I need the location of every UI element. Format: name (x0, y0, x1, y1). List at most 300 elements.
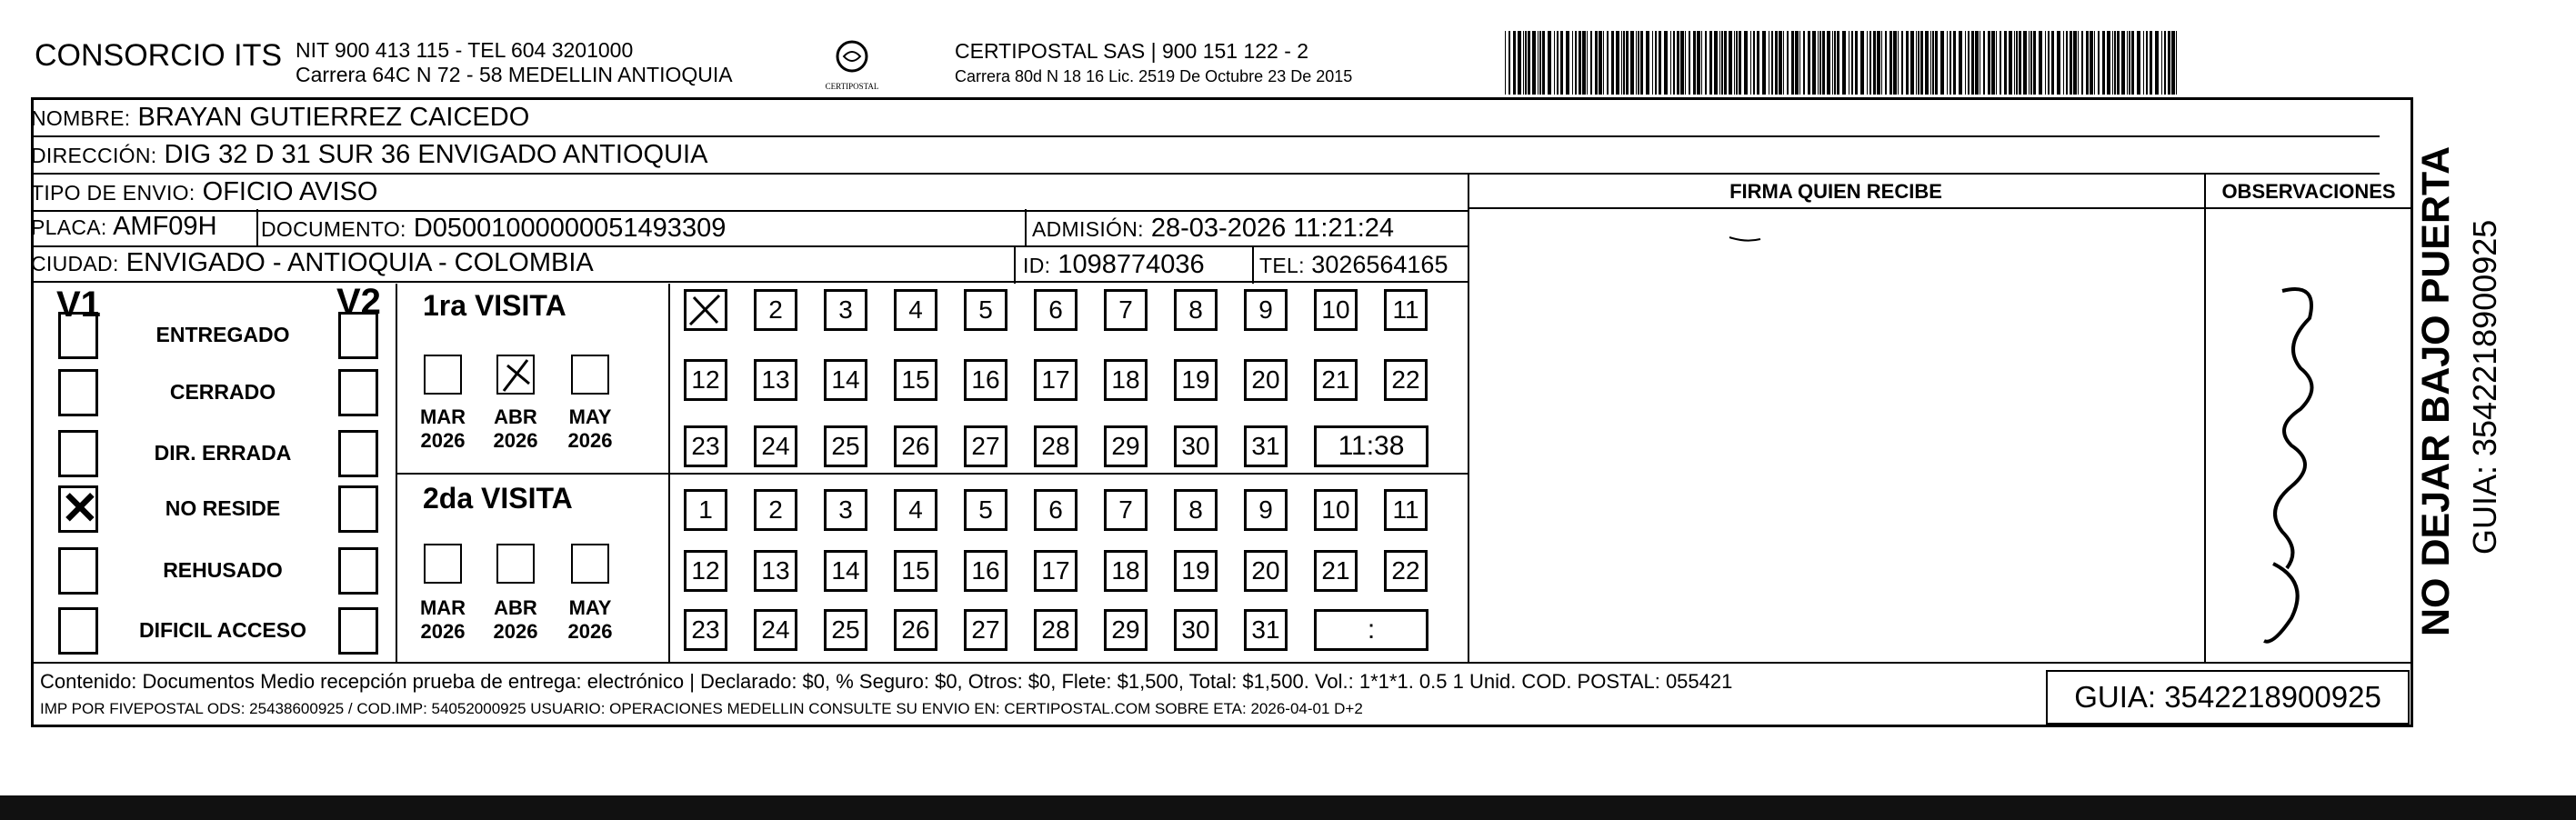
v2-checkbox[interactable] (338, 369, 378, 416)
barcode-bar (2000, 31, 2001, 95)
admision-group (1032, 211, 1394, 246)
barcode-bar (2168, 31, 2170, 95)
v2-checkbox[interactable] (338, 607, 378, 655)
day-checkbox[interactable]: 13 (754, 550, 797, 592)
time-box[interactable]: : (1314, 609, 1428, 651)
barcode-bar (1542, 31, 1545, 95)
barcode-bar (2143, 31, 2144, 95)
barcode-bar (1616, 31, 1619, 95)
barcode-bar (1572, 31, 1573, 95)
barcode-bar (1611, 31, 1614, 95)
day-checkbox[interactable]: 29 (1104, 609, 1148, 651)
day-checkbox[interactable]: 6 (1034, 289, 1078, 331)
barcode-bar (2078, 31, 2079, 95)
day-checkbox[interactable]: 17 (1034, 359, 1078, 401)
barcode-bar (1719, 31, 1720, 95)
day-checkbox[interactable]: 23 (684, 425, 727, 467)
day-checkbox[interactable]: 28 (1034, 425, 1078, 467)
day-checkbox[interactable]: 31 (1244, 425, 1288, 467)
barcode-bar (1655, 31, 1657, 95)
barcode-bar (1827, 31, 1830, 95)
barcode-bar (1595, 31, 1598, 95)
status-label: CERRADO (169, 380, 276, 404)
barcode-bar (2073, 31, 2077, 95)
observaciones-header: OBSERVACIONES (2221, 180, 2396, 203)
day-checkbox[interactable]: 25 (824, 425, 867, 467)
day-checkbox[interactable]: 15 (894, 550, 937, 592)
barcode-bar (1518, 31, 1521, 95)
day-checkbox[interactable] (684, 289, 727, 331)
day-checkbox[interactable]: 30 (1174, 425, 1218, 467)
month-checkbox[interactable] (496, 544, 535, 584)
barcode-bar (1851, 31, 1853, 95)
day-checkbox[interactable]: 8 (1174, 489, 1218, 531)
v1-checkbox[interactable] (58, 607, 98, 655)
barcode-bar (2023, 31, 2027, 95)
day-checkbox[interactable]: 1 (684, 489, 727, 531)
placa-value: AMF09H (113, 212, 217, 241)
barcode-bar (1953, 31, 1956, 95)
documento-value: D05001000000051493309 (413, 214, 727, 243)
day-checkbox[interactable]: 9 (1244, 289, 1288, 331)
day-checkbox[interactable]: 8 (1174, 289, 1218, 331)
divider (1025, 209, 1027, 247)
v2-checkbox[interactable] (338, 312, 378, 359)
bottom-band (0, 795, 2576, 820)
certipostal-line: CERTIPOSTAL SAS | 900 151 122 - 2 (955, 39, 1309, 63)
barcode-bar (1920, 31, 1923, 95)
v2-label: V2 (336, 282, 381, 322)
barcode-bar (2150, 31, 2152, 95)
barcode-bar (1940, 31, 1944, 95)
certipostal-address: Carrera 80d N 18 16 Lic. 2519 De Octubre 23 De 2015 (955, 67, 1353, 85)
month-label: ABR 2026 (493, 405, 538, 452)
barcode-bar (1587, 31, 1588, 95)
day-checkbox[interactable]: 6 (1034, 489, 1078, 531)
handwritten-signature (2219, 273, 2401, 659)
v1-checkbox[interactable] (58, 430, 98, 477)
month-label: MAR 2026 (419, 596, 466, 643)
barcode-bar (1971, 31, 1974, 95)
barcode-bar (1889, 31, 1892, 95)
barcode-bar (2164, 31, 2166, 95)
barcode-bar (1646, 31, 1649, 95)
barcode-bar (2094, 31, 2095, 95)
day-checkbox[interactable]: 2 (754, 289, 797, 331)
barcode-bar (1539, 31, 1541, 95)
day-checkbox[interactable]: 19 (1174, 550, 1218, 592)
barcode-bar (1819, 31, 1821, 95)
barcode-bar (1877, 31, 1880, 95)
barcode-bar (1783, 31, 1784, 95)
barcode-bar (1557, 31, 1559, 95)
day-checkbox[interactable]: 26 (894, 425, 937, 467)
barcode-bar (2098, 31, 2100, 95)
barcode-bar (1554, 31, 1555, 95)
day-checkbox[interactable]: 26 (894, 609, 937, 651)
barcode-bar (1869, 31, 1871, 95)
placa-label: PLACA: (31, 215, 107, 239)
barcode-bar (1636, 31, 1637, 95)
barcode-bar (1709, 31, 1712, 95)
direccion-value: DIG 32 D 31 SUR 36 ENVIGADO ANTIOQUIA (164, 140, 708, 169)
day-checkbox[interactable]: 16 (964, 359, 1007, 401)
barcode-bar (1630, 31, 1634, 95)
direccion-row (31, 137, 2380, 175)
nit-line: NIT 900 413 115 - TEL 604 3201000 (296, 38, 634, 62)
barcode-bar (1525, 31, 1527, 95)
barcode-bar (2030, 31, 2032, 95)
month-label: MAR 2026 (419, 405, 466, 452)
barcode-bar (1736, 31, 1738, 95)
barcode-bar (2066, 31, 2068, 95)
nombre-value: BRAYAN GUTIERREZ CAICEDO (137, 103, 530, 132)
day-checkbox[interactable]: 21 (1314, 550, 1358, 592)
barcode-bar (1560, 31, 1563, 95)
barcode-bar (1652, 31, 1653, 95)
day-checkbox[interactable]: 30 (1174, 609, 1218, 651)
barcode-bar (2176, 31, 2177, 95)
v1-checkbox[interactable] (58, 547, 98, 595)
id-label: ID: (1023, 254, 1051, 277)
day-checkbox[interactable]: 25 (824, 609, 867, 651)
company-address: Carrera 64C N 72 - 58 MEDELLIN ANTIOQUIA (296, 63, 733, 86)
barcode-bar (1724, 31, 1727, 95)
day-checkbox[interactable]: 7 (1104, 289, 1148, 331)
barcode-bar (1623, 31, 1625, 95)
barcode-bar (1640, 31, 1643, 95)
day-checkbox[interactable]: 5 (964, 489, 1007, 531)
day-checkbox[interactable]: 20 (1244, 550, 1288, 592)
footer-top-line (31, 662, 2413, 664)
no-dejar-bajo-puerta: NO DEJAR BAJO PUERTA (2414, 145, 2458, 636)
barcode-bar (2045, 31, 2046, 95)
day-checkbox[interactable]: 14 (824, 359, 867, 401)
barcode-bar (1959, 31, 1962, 95)
barcode-bar (1832, 31, 1833, 95)
barcode-bar (1523, 31, 1524, 95)
barcode-bar (1930, 31, 1931, 95)
visit2-title: 2da VISITA (423, 482, 573, 515)
barcode-bar (1734, 31, 1735, 95)
tel-value: 3026564165 (1311, 251, 1448, 278)
side-guia: GUIA: 3542218900925 (2466, 219, 2503, 555)
barcode-bar (2161, 31, 2162, 95)
barcode-bar (1721, 31, 1723, 95)
barcode-bar (2127, 31, 2128, 95)
admision-value: 28-03-2026 11:21:24 (1150, 214, 1395, 243)
barcode-bar (1705, 31, 1707, 95)
day-checkbox[interactable]: 22 (1384, 359, 1428, 401)
day-checkbox[interactable]: 24 (754, 425, 797, 467)
barcode-bar (2121, 31, 2125, 95)
barcode-bar (1988, 31, 1990, 95)
certipostal-info (955, 38, 1352, 89)
day-checkbox[interactable]: 12 (684, 359, 727, 401)
barcode-bar (1753, 31, 1755, 95)
day-checkbox[interactable]: 13 (754, 359, 797, 401)
barcode-bar (2039, 31, 2042, 95)
barcode-bar (1701, 31, 1702, 95)
v1-checkbox[interactable] (58, 312, 98, 359)
barcode-bar (1582, 31, 1586, 95)
barcode-bar (2155, 31, 2159, 95)
barcode-bar (1965, 31, 1966, 95)
month-checkbox[interactable] (496, 355, 535, 395)
barcode-bar (1689, 31, 1690, 95)
day-checkbox[interactable]: 2 (754, 489, 797, 531)
guia-box: GUIA: 3542218900925 (2046, 670, 2410, 725)
barcode-bar (1916, 31, 1917, 95)
day-checkbox[interactable]: 11 (1384, 289, 1428, 331)
barcode-bar (1680, 31, 1684, 95)
tel-group (1259, 247, 1448, 283)
documento-group (261, 211, 726, 246)
tipo-value: OFICIO AVISO (202, 177, 378, 206)
barcode-bar (1603, 31, 1604, 95)
barcode-bar (1925, 31, 1929, 95)
footer-contenido: Contenido: Documentos Medio recepción prueba de entrega: electrónico | Declarado: $0, % Seguro: $0, Otros: $0, Flete: $1,500, Total: $1,500. Vol.: 1*1*1. 0.5 1 Unid. COD. POSTAL: 055421 (40, 670, 1733, 693)
month-checkbox[interactable] (424, 355, 462, 395)
barcode-bar (1983, 31, 1985, 95)
barcode-bar (2029, 31, 2030, 95)
barcode-bar (2051, 31, 2054, 95)
barcode-bar (1803, 31, 1805, 95)
day-checkbox[interactable]: 7 (1104, 489, 1148, 531)
barcode-bar (1505, 31, 1506, 95)
day-checkbox[interactable]: 19 (1174, 359, 1218, 401)
divider (256, 209, 258, 247)
barcode (1505, 31, 2180, 95)
company-info (296, 38, 733, 87)
v1-checkbox[interactable] (58, 369, 98, 416)
barcode-bar (1947, 31, 1948, 95)
barcode-bar (2117, 31, 2120, 95)
barcode-bar (1714, 31, 1718, 95)
day-checkbox[interactable]: 22 (1384, 550, 1428, 592)
barcode-bar (1885, 31, 1887, 95)
day-checkbox[interactable]: 4 (894, 489, 937, 531)
barcode-bar (2102, 31, 2105, 95)
firma-mark (1728, 232, 1764, 248)
barcode-bar (2137, 31, 2140, 95)
certipostal-logo (818, 35, 886, 100)
barcode-bar (1673, 31, 1675, 95)
visit-separator (396, 473, 1468, 475)
barcode-bar (1762, 31, 1766, 95)
barcode-bar (1548, 31, 1551, 95)
barcode-bar (1757, 31, 1759, 95)
firma-left-border (1468, 175, 1469, 663)
barcode-bar (1837, 31, 1839, 95)
barcode-bar (2131, 31, 2134, 95)
day-checkbox[interactable]: 12 (684, 550, 727, 592)
barcode-bar (1532, 31, 1536, 95)
barcode-bar (2019, 31, 2021, 95)
firma-header: FIRMA QUIEN RECIBE (1729, 180, 1942, 203)
company-name: CONSORCIO ITS (35, 38, 283, 73)
barcode-bar (1881, 31, 1882, 95)
barcode-bar (1867, 31, 1868, 95)
status-label: NO RESIDE (165, 496, 281, 520)
barcode-bar (1513, 31, 1516, 95)
barcode-bar (1626, 31, 1629, 95)
v1-label: V1 (56, 285, 101, 325)
barcode-bar (1787, 31, 1789, 95)
barcode-bar (1729, 31, 1732, 95)
visit1-title: 1ra VISITA (423, 289, 566, 322)
barcode-bar (1901, 31, 1903, 95)
ciudad-label: CIUDAD: (31, 252, 119, 275)
barcode-bar (2063, 31, 2064, 95)
day-checkbox[interactable]: 23 (684, 609, 727, 651)
barcode-bar (2090, 31, 2093, 95)
barcode-bar (1566, 31, 1569, 95)
day-checkbox[interactable]: 18 (1104, 550, 1148, 592)
day-checkbox[interactable]: 5 (964, 289, 1007, 331)
barcode-bar (2112, 31, 2113, 95)
day-checkbox[interactable]: 27 (964, 425, 1007, 467)
barcode-bar (2057, 31, 2060, 95)
barcode-bar (2033, 31, 2036, 95)
barcode-bar (1575, 31, 1577, 95)
barcode-bar (1538, 31, 1539, 95)
nombre-label: NOMBRE: (31, 106, 131, 130)
month-label: MAY 2026 (567, 405, 613, 452)
day-checkbox[interactable]: 14 (824, 550, 867, 592)
id-group (1023, 247, 1205, 283)
barcode-bar (2146, 31, 2148, 95)
barcode-bar (1750, 31, 1751, 95)
month-checkbox[interactable] (424, 544, 462, 584)
barcode-bar (1860, 31, 1864, 95)
day-checkbox[interactable]: 24 (754, 609, 797, 651)
barcode-bar (2081, 31, 2083, 95)
barcode-bar (1991, 31, 1995, 95)
barcode-bar (1621, 31, 1622, 95)
barcode-bar (1799, 31, 1800, 95)
v2-checkbox[interactable] (338, 430, 378, 477)
barcode-bar (1599, 31, 1602, 95)
footer-imp: IMP POR FIVEPOSTAL ODS: 25438600925 / COD.IMP: 54052000925 USUARIO: OPERACIONES MEDELLIN CONSULTE SU ENVIO EN: CERTIPOSTAL.COM SOBRE ETA: 2026-04-01 D+2 (40, 700, 1363, 717)
barcode-bar (1791, 31, 1794, 95)
day-checkbox[interactable]: 3 (824, 489, 867, 531)
barcode-bar (1509, 31, 1510, 95)
id-value: 1098774036 (1057, 250, 1205, 279)
day-checkbox[interactable]: 10 (1314, 289, 1358, 331)
day-checkbox[interactable]: 3 (824, 289, 867, 331)
ciudad-value: ENVIGADO - ANTIOQUIA - COLOMBIA (125, 248, 594, 277)
barcode-bar (1834, 31, 1836, 95)
barcode-bar (1935, 31, 1938, 95)
barcode-bar (1950, 31, 1951, 95)
month-label: MAY 2026 (567, 596, 613, 643)
day-checkbox[interactable]: 27 (964, 609, 1007, 651)
barcode-bar (1638, 31, 1639, 95)
barcode-bar (1996, 31, 1997, 95)
barcode-bar (1739, 31, 1741, 95)
day-checkbox[interactable]: 21 (1314, 359, 1358, 401)
barcode-bar (1932, 31, 1934, 95)
barcode-bar (1873, 31, 1876, 95)
barcode-bar (1968, 31, 1970, 95)
barcode-bar (1842, 31, 1846, 95)
day-checkbox[interactable]: 29 (1104, 425, 1148, 467)
day-checkbox[interactable]: 4 (894, 289, 937, 331)
day-checkbox[interactable]: 18 (1104, 359, 1148, 401)
barcode-bar (2107, 31, 2110, 95)
barcode-bar (2114, 31, 2116, 95)
barcode-bar (2016, 31, 2018, 95)
v2-checkbox[interactable] (338, 547, 378, 595)
day-checkbox[interactable]: 10 (1314, 489, 1358, 531)
day-checkbox[interactable]: 17 (1034, 550, 1078, 592)
observaciones-left-border (2204, 175, 2206, 663)
barcode-bar (1771, 31, 1773, 95)
barcode-bar (1795, 31, 1799, 95)
barcode-bar (1906, 31, 1909, 95)
barcode-bar (1918, 31, 1919, 95)
day-checkbox[interactable]: 11 (1384, 489, 1428, 531)
barcode-bar (1822, 31, 1825, 95)
barcode-bar (2009, 31, 2012, 95)
barcode-bar (1579, 31, 1581, 95)
barcode-bar (1893, 31, 1897, 95)
barcode-bar (1855, 31, 1858, 95)
day-checkbox[interactable]: 31 (1244, 609, 1288, 651)
barcode-bar (1677, 31, 1679, 95)
barcode-bar (2014, 31, 2015, 95)
v2-checkbox[interactable] (338, 485, 378, 533)
status-label: ENTREGADO (155, 323, 290, 346)
documento-label: DOCUMENTO: (261, 217, 406, 241)
day-checkbox[interactable]: 16 (964, 550, 1007, 592)
barcode-bar (2129, 31, 2130, 95)
status-label: DIFICIL ACCESO (138, 618, 306, 642)
barcode-bar (1910, 31, 1914, 95)
v1-checkbox[interactable]: ✕ (58, 485, 98, 533)
day-checkbox[interactable]: 9 (1244, 489, 1288, 531)
barcode-bar (2171, 31, 2175, 95)
month-label: ABR 2026 (493, 596, 538, 643)
logo-text: CERTIPOSTAL (825, 82, 879, 91)
barcode-bar (1659, 31, 1661, 95)
barcode-bar (2048, 31, 2050, 95)
barcode-bar (2070, 31, 2072, 95)
day-checkbox[interactable]: 15 (894, 359, 937, 401)
day-checkbox[interactable]: 20 (1244, 359, 1288, 401)
month-checkbox[interactable] (571, 544, 609, 584)
column-header-line (1468, 207, 2413, 209)
barcode-bar (1528, 31, 1530, 95)
tipo-label: TIPO DE ENVIO: (31, 181, 195, 205)
barcode-bar (1685, 31, 1686, 95)
direccion-label: DIRECCIÓN: (31, 144, 157, 167)
status-label: REHUSADO (163, 558, 283, 582)
barcode-bar (1812, 31, 1816, 95)
month-checkbox[interactable] (571, 355, 609, 395)
barcode-bar (1779, 31, 1782, 95)
tipo-row (31, 175, 1468, 212)
barcode-bar (2004, 31, 2007, 95)
nombre-row (31, 100, 2380, 137)
barcode-bar (1590, 31, 1592, 95)
time-box[interactable]: 11:38 (1314, 425, 1428, 467)
barcode-bar (1697, 31, 1700, 95)
day-checkbox[interactable]: 28 (1034, 609, 1078, 651)
barcode-bar (1818, 31, 1819, 95)
divider (1252, 245, 1254, 284)
